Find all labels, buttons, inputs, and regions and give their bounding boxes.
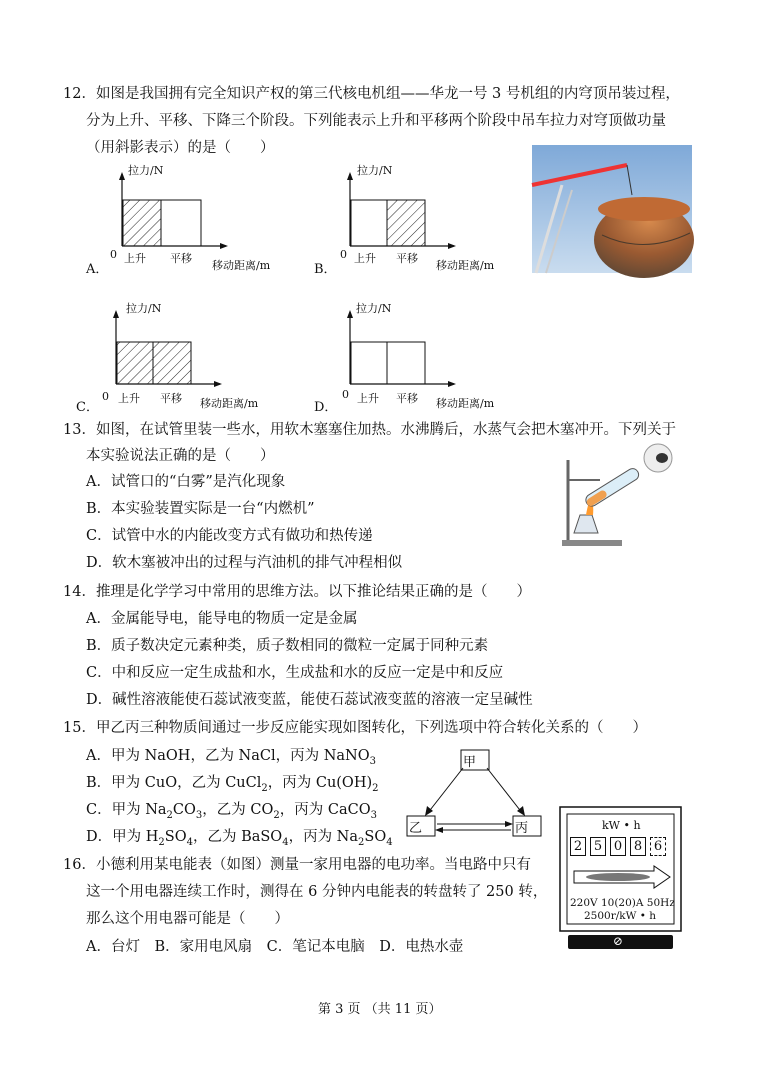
q15-node-jia: 甲 — [463, 755, 477, 770]
q12-d-seg2: 平移 — [396, 392, 418, 405]
meter-digit: 8 — [630, 837, 646, 856]
q12-option-b-label: B． — [314, 262, 337, 277]
q12-c-origin: 0 — [102, 390, 109, 403]
q12-crane-dome-photo — [532, 145, 692, 273]
q13-option-b: B．本实验装置实际是一台“内燃机” — [86, 501, 315, 517]
meter-digit-row — [570, 837, 666, 856]
meter-digit: 5 — [590, 837, 606, 856]
q12-a-seg2: 平移 — [170, 252, 192, 265]
q14-stem: 14．推理是化学学习中常用的思维方法。以下推论结果正确的是（ ） — [63, 584, 531, 600]
q12-c-ylabel: 拉力/N — [126, 302, 162, 315]
q12-c-seg2: 平移 — [160, 392, 182, 405]
q13-option-c: C．试管中水的内能改变方式有做功和热传递 — [86, 528, 373, 544]
q12-b-seg2: 平移 — [396, 252, 418, 265]
q12-d-origin: 0 — [342, 388, 349, 401]
q12-a-xlabel: 移动距离/m — [212, 259, 271, 272]
meter-unit: kW • h — [602, 819, 641, 832]
q12-b-seg1: 上升 — [354, 252, 376, 265]
q15-stem: 15．甲乙丙三种物质间通过一步反应能实现如图转化，下列选项中符合转化关系的（ ） — [63, 720, 647, 736]
q12-d-ylabel: 拉力/N — [356, 302, 392, 315]
q12-c-seg1: 上升 — [118, 392, 140, 405]
meter-digit-decimal: 6 — [650, 837, 666, 856]
q12-b-xlabel: 移动距离/m — [436, 259, 495, 272]
q12-a-origin: 0 — [110, 248, 117, 261]
q12-a-ylabel: 拉力/N — [128, 164, 164, 177]
meter-symbol-icon: ⊘ — [613, 934, 624, 948]
q12-c-xlabel: 移动距离/m — [200, 397, 259, 410]
q16-stem-line3: 那么这个用电器可能是（ ） — [86, 911, 289, 927]
q12-c-plot — [112, 310, 222, 390]
q13-option-a: A．试管口的“白雾”是汽化现象 — [86, 474, 286, 490]
q12-d-seg1: 上升 — [357, 392, 379, 405]
q14-option-b: B．质子数决定元素种类，质子数相同的微粒一定属于同种元素 — [86, 638, 489, 654]
q16-options: A．台灯 B．家用电风扇 C．笔记本电脑 D．电热水壶 — [86, 939, 464, 955]
meter-digit: 2 — [570, 837, 586, 856]
q12-a-seg1: 上升 — [124, 252, 146, 265]
q15-option-d: D．甲为 $H_2SO_4$，乙为 BaSO$_4$，丙为 $Na_2SO_4$ — [86, 829, 393, 848]
q13-stem-line2: 本实验说法正确的是（ ） — [86, 448, 275, 464]
q16-stem-line1: 16．小德利用某电能表（如图）测量一家用电器的电功率。当电路中只有 — [63, 857, 531, 873]
q14-option-c: C．中和反应一定生成盐和水，生成盐和水的反应一定是中和反应 — [86, 665, 504, 681]
q12-d-plot — [346, 310, 456, 390]
meter-rating: 220V 10(20)A 50Hz — [570, 897, 675, 909]
meter-rev: 2500r/kW • h — [584, 910, 657, 922]
q15-node-bing: 丙 — [515, 821, 529, 836]
q12-stem-line3: （用斜影表示）的是（ ） — [86, 140, 275, 156]
q12-option-d-label: D． — [314, 400, 338, 415]
q12-b-ylabel: 拉力/N — [357, 164, 393, 177]
meter-digit: 0 — [610, 837, 626, 856]
q12-b-origin: 0 — [340, 248, 347, 261]
q15-node-yi: 乙 — [409, 821, 423, 836]
q12-stem-line2: 分为上升、平移、下降三个阶段。下列能表示上升和平移两个阶段中吊车拉力对穹顶做功量 — [86, 113, 666, 129]
q15-option-b: B．甲为 CuO，乙为 CuCl$_2$，丙为 $Cu(OH)_2$ — [86, 775, 379, 794]
q13-stem-line1: 13．如图，在试管里装一些水，用软木塞塞住加热。水沸腾后，水蒸气会把木塞冲开。下列关于 — [63, 422, 676, 438]
q12-stem-line1: 12．如图是我国拥有完全知识产权的第三代核电机组——华龙一号 3 号机组的内穹顶吊装过程， — [63, 86, 680, 102]
q13-test-tube-apparatus — [558, 440, 688, 550]
q12-option-a-label: A． — [86, 262, 109, 277]
q16-stem-line2: 这一个用电器连续工作时，测得在 6 分钟内电能表的转盘转了 250 转， — [86, 884, 548, 900]
q16-energy-meter — [558, 805, 683, 950]
q15-option-a: A．甲为 NaOH，乙为 NaCl，丙为 NaNO$_3$ — [86, 748, 377, 767]
page-footer: 第 3 页 （共 11 页） — [318, 1002, 442, 1017]
q12-a-plot — [118, 172, 228, 252]
q12-d-xlabel: 移动距离/m — [436, 397, 495, 410]
q15-option-c: C．甲为 $Na_2CO_3$，乙为 $CO_2$，丙为 CaCO$_3$ — [86, 802, 377, 821]
q14-option-a: A．金属能导电，能导电的物质一定是金属 — [86, 611, 358, 627]
q14-option-d: D．碱性溶液能使石蕊试液变蓝，能使石蕊试液变蓝的溶液一定呈碱性 — [86, 692, 533, 708]
q13-option-d: D．软木塞被冲出的过程与汽油机的排气冲程相似 — [86, 555, 403, 571]
q12-option-c-label: C． — [76, 400, 99, 415]
q12-b-plot — [346, 172, 456, 252]
